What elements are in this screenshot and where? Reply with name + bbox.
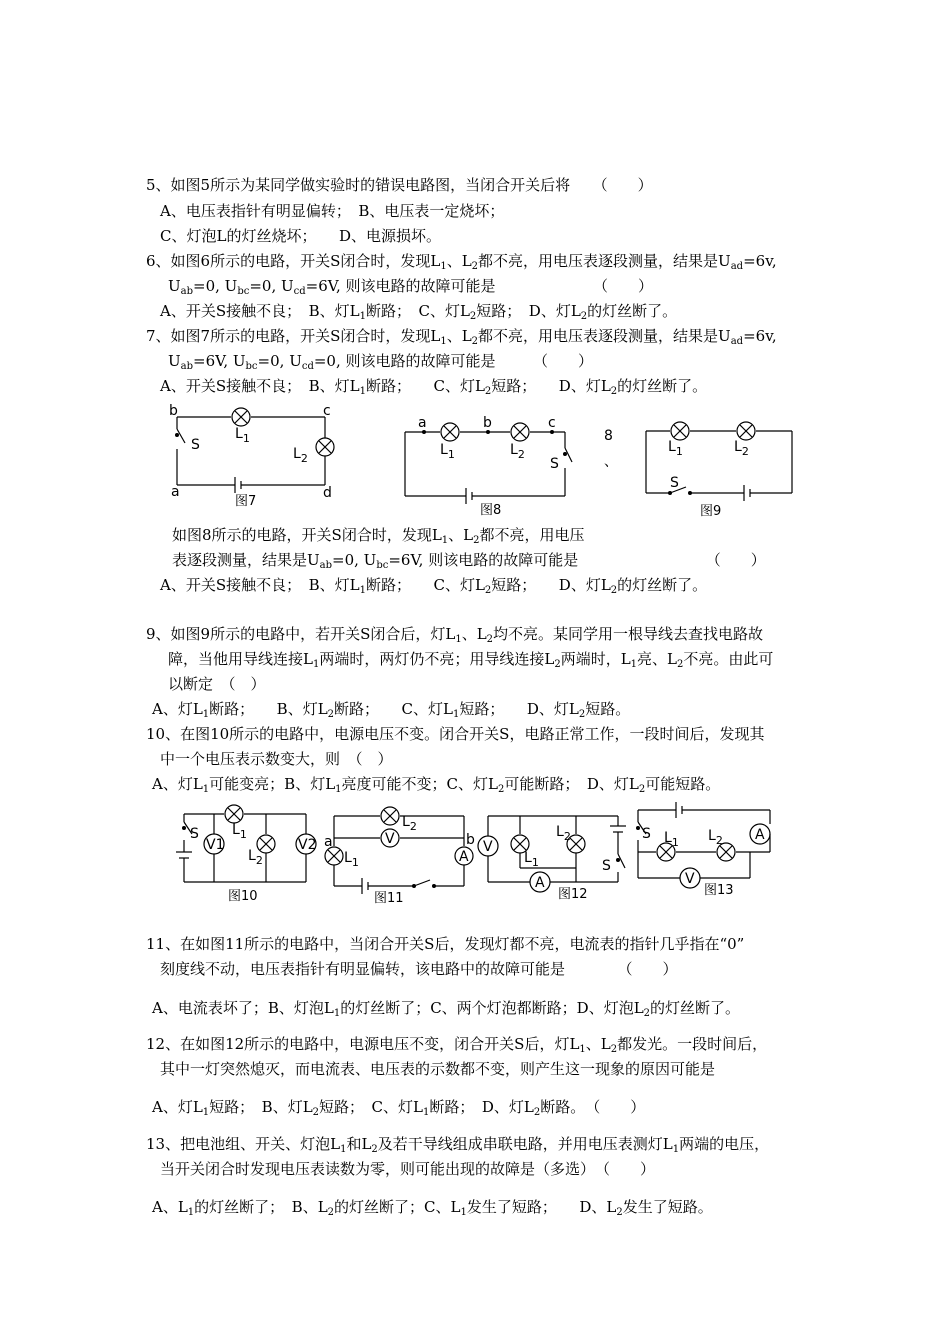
figure-12-circuit: [478, 802, 628, 902]
svg-text:S: S: [602, 858, 611, 874]
figure-8-circuit: [400, 410, 640, 518]
svg-text:c: c: [548, 415, 556, 431]
svg-text:a: a: [418, 415, 427, 431]
svg-text:V1: V1: [206, 837, 225, 853]
svg-text:L1: $L_1$: [664, 830, 679, 849]
svg-text:L2: $L_2$: [734, 439, 749, 458]
q6-stem-line2: $U_{ab}=0$, $U_{bc}=0$, $U_{cd}=6V$, 则该电路的故障可能是 （ ）: [168, 277, 654, 297]
q8-options: A、开关S接触不良； B、灯$L_1$断路； C、灯$L_2$短路； D、灯$L_2$的灯丝断了。: [160, 576, 708, 596]
svg-text:V: V: [685, 871, 695, 887]
svg-text:L2: $L_2$: [248, 848, 263, 867]
svg-text:S: S: [191, 437, 200, 453]
q11-stem-line2: 刻度线不动，电压表指针有明显偏转，该电路中的故障可能是 （ ）: [160, 960, 678, 978]
figure-7-circuit: [165, 403, 345, 509]
svg-text:a: a: [171, 484, 180, 500]
svg-text:A: A: [459, 849, 469, 865]
svg-text:V2: V2: [298, 837, 317, 853]
svg-text:S: S: [670, 475, 679, 491]
q13-options: A、$L_1$的灯丝断了； B、$L_2$的灯丝断了；C、$L_1$发生了短路； D、$L_2$发生了短路。: [152, 1198, 713, 1218]
svg-text:L1: $L_1$: [232, 822, 247, 841]
q6-options: A、开关S接触不良； B、灯$L_1$断路； C、灯$L_2$短路； D、灯$L_2$的灯丝断了。: [160, 302, 678, 322]
q7-options: A、开关S接触不良； B、灯$L_1$断路； C、灯$L_2$短路； D、灯$L_2$的灯丝断了。: [160, 377, 708, 397]
svg-text:、: 、: [604, 454, 618, 470]
figure-10-caption: 图10: [228, 889, 258, 904]
q12-stem-line1: 12、在如图12所示的电路中，电源电压不变，闭合开关S后，灯$L_1$、$L_2$都发光。一段时间后，: [146, 1035, 768, 1055]
q5-options-line2: C、灯泡L的灯丝烧坏； D、电源损坏。: [160, 227, 441, 245]
q13-stem-line1: 13、把电池组、开关、灯泡$L_1$和$L_2$及若干导线组成串联电路，并用电压表测灯$L_1$两端的电压，: [146, 1135, 770, 1155]
q5-stem: 5、如图5所示为某同学做实验时的错误电路图，当闭合开关后将 （ ）: [146, 176, 653, 194]
svg-text:L2: $L_2$: [293, 446, 308, 465]
figure-7-caption: 图7: [235, 494, 257, 509]
svg-text:d: d: [323, 485, 332, 501]
q10-options: A、灯$L_1$可能变亮；B、灯$L_1$亮度可能不变；C、灯$L_2$可能断路； D、灯$L_2$可能短路。: [152, 775, 721, 795]
svg-text:A: A: [755, 827, 765, 843]
svg-text:L1: $L_1$: [344, 850, 359, 869]
q9-stem-line3: 以断定 （ ）: [168, 675, 266, 693]
q6-stem-line1: 6、如图6所示的电路，开关S闭合时，发现$L_1$、$L_2$都不亮，用电压表逐段测量，结果是$U_{ad}=6v$,: [146, 252, 777, 272]
svg-text:S: S: [642, 826, 651, 842]
q9-options: A、灯$L_1$断路； B、灯$L_2$断路； C、灯$L_1$短路； D、灯$L_2$短路。: [152, 700, 631, 720]
figure-12-caption: 图12: [558, 887, 588, 902]
svg-text:L2: $L_2$: [510, 442, 525, 461]
figure-13-circuit: [630, 802, 780, 902]
svg-text:b: b: [483, 415, 492, 431]
q9-stem-line1: 9、如图9所示的电路中，若开关S闭合后，灯$L_1$、$L_2$均不亮。某同学用一根导线去查找电路故: [146, 625, 764, 645]
q12-stem-line2: 其中一灯突然熄灭，而电流表、电压表的示数都不变，则产生这一现象的原因可能是: [160, 1060, 716, 1078]
q7-stem-line1: 7、如图7所示的电路，开关S闭合时，发现$L_1$、$L_2$都不亮，用电压表逐段测量，结果是$U_{ad}=6v$,: [146, 327, 777, 347]
q7-stem-line2: $U_{ab}=6V$, $U_{bc}=0$, $U_{cd}=0$, 则该电路的故障可能是 （ ）: [168, 352, 594, 372]
svg-text:L1: $L_1$: [668, 439, 683, 458]
svg-text:S: S: [190, 826, 199, 842]
figure-8-caption: 图8: [480, 503, 502, 518]
q11-stem-line1: 11、在如图11所示的电路中，当闭合开关S后，发现灯都不亮，电流表的指针几乎指在“0”: [146, 935, 745, 953]
svg-text:b: b: [169, 403, 178, 419]
svg-text:S: S: [550, 456, 559, 472]
q12-options: A、灯$L_1$短路； B、灯$L_2$短路； C、灯$L_1$断路； D、灯$L_2$断路。 （ ）: [152, 1098, 646, 1118]
svg-text:b: b: [466, 832, 475, 848]
svg-text:L1: $L_1$: [235, 426, 250, 445]
q10-stem-line1: 10、在图10所示的电路中，电源电压不变。闭合开关S，电路正常工作，一段时间后，发现其: [146, 725, 765, 743]
q11-options: A、电流表坏了；B、灯泡$L_1$的灯丝断了；C、两个灯泡都断路；D、灯泡$L_2$的灯丝断了。: [152, 999, 741, 1019]
figure-9-caption: 图9: [700, 504, 722, 519]
svg-text:c: c: [323, 403, 331, 419]
svg-text:L2: $L_2$: [402, 814, 417, 833]
svg-text:V: V: [483, 839, 493, 855]
svg-text:L1: $L_1$: [440, 442, 455, 461]
figure-11-circuit: [322, 802, 475, 906]
svg-text:L2: $L_2$: [708, 828, 723, 847]
svg-text:L1: $L_1$: [524, 850, 539, 869]
q9-stem-line2: 障，当他用导线连接$L_1$两端时，两灯仍不亮；用导线连接$L_2$两端时，$L_1$亮、$L_2$不亮。由此可: [168, 650, 774, 670]
svg-text:a: a: [324, 834, 333, 850]
q5-options-line1: A、电压表指针有明显偏转； B、电压表一定烧坏；: [160, 202, 505, 220]
q8-stem-line2: 表逐段测量，结果是$U_{ab}=0$, $U_{bc}=6V$, 则该电路的故障可能是 （ ）: [172, 551, 766, 571]
q8-stem-line1: 如图8所示的电路，开关S闭合时，发现$L_1$、$L_2$都不亮，用电压: [172, 526, 585, 546]
svg-text:V: V: [385, 831, 395, 847]
figure-10-circuit: [170, 802, 320, 902]
q13-stem-line2: 当开关闭合时发现电压表读数为零，则可能出现的故障是（多选） （ ）: [160, 1160, 656, 1178]
figure-9-circuit: [640, 415, 800, 519]
figure-13-caption: 图13: [704, 883, 734, 898]
svg-text:L2: $L_2$: [556, 824, 571, 843]
svg-text:8: 8: [604, 428, 613, 444]
figure-11-caption: 图11: [374, 891, 404, 906]
svg-text:A: A: [535, 875, 545, 891]
q10-stem-line2: 中一个电压表示数变大，则 （ ）: [160, 750, 393, 768]
